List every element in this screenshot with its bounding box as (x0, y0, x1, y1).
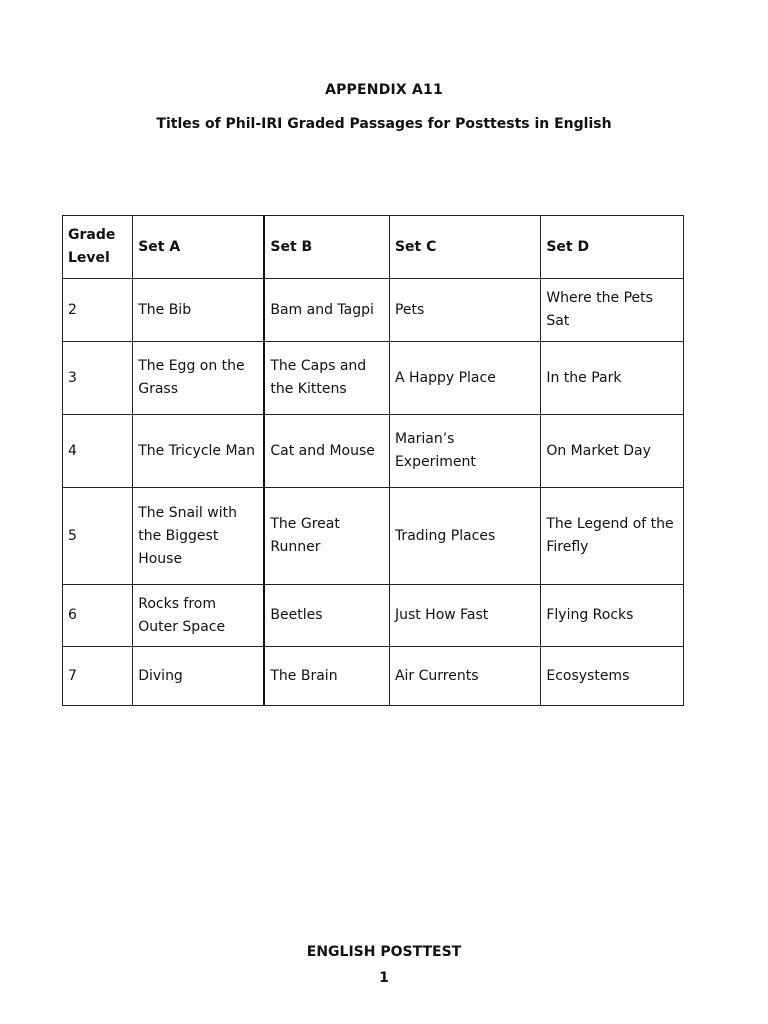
table-row (63, 585, 684, 647)
column-header-grade-level: Grade Level (63, 216, 133, 279)
set-b-cell: The Great Runner (264, 488, 389, 585)
set-b-cell: The Caps and the Kittens (264, 342, 389, 415)
grade-cell: 6 (63, 585, 133, 647)
grade-cell: 7 (63, 647, 133, 706)
table-row (63, 342, 684, 415)
page-number: 1 (379, 970, 389, 986)
set-c-cell: Pets (389, 279, 540, 342)
table-row (63, 279, 684, 342)
set-a-cell: The Egg on the Grass (133, 342, 265, 415)
set-d-cell: Where the Pets Sat (541, 279, 684, 342)
table-row (63, 647, 684, 706)
set-b-cell: The Brain (264, 647, 389, 706)
appendix-label: APPENDIX A11 (325, 82, 443, 98)
grade-cell: 5 (63, 488, 133, 585)
set-d-cell: The Legend of the Firefly (541, 488, 684, 585)
grade-cell: 4 (63, 415, 133, 488)
set-a-cell: The Bib (133, 279, 265, 342)
set-c-cell: A Happy Place (389, 342, 540, 415)
column-header-set-c: Set C (389, 216, 540, 279)
set-a-cell: Diving (133, 647, 265, 706)
table-header-row (63, 216, 684, 279)
set-c-cell: Just How Fast (389, 585, 540, 647)
column-header-set-a: Set A (133, 216, 265, 279)
document-title: Titles of Phil-IRI Graded Passages for Posttests in English (156, 116, 612, 132)
table-row (63, 415, 684, 488)
set-b-cell: Beetles (264, 585, 389, 647)
footer-title: ENGLISH POSTTEST (306, 944, 462, 960)
column-header-set-b: Set B (264, 216, 389, 279)
set-a-cell: The Snail with the Biggest House (133, 488, 265, 585)
set-c-cell: Trading Places (389, 488, 540, 585)
table-row (63, 488, 684, 585)
set-b-cell: Cat and Mouse (264, 415, 389, 488)
set-c-cell: Marian’s Experiment (389, 415, 540, 488)
set-b-cell: Bam and Tagpi (264, 279, 389, 342)
graded-passages-table (62, 215, 684, 706)
set-d-cell: On Market Day (541, 415, 684, 488)
set-d-cell: In the Park (541, 342, 684, 415)
set-d-cell: Flying Rocks (541, 585, 684, 647)
grade-cell: 2 (63, 279, 133, 342)
set-d-cell: Ecosystems (541, 647, 684, 706)
set-a-cell: The Tricycle Man (133, 415, 265, 488)
set-c-cell: Air Currents (389, 647, 540, 706)
set-a-cell: Rocks from Outer Space (133, 585, 265, 647)
grade-cell: 3 (63, 342, 133, 415)
column-header-set-d: Set D (541, 216, 684, 279)
